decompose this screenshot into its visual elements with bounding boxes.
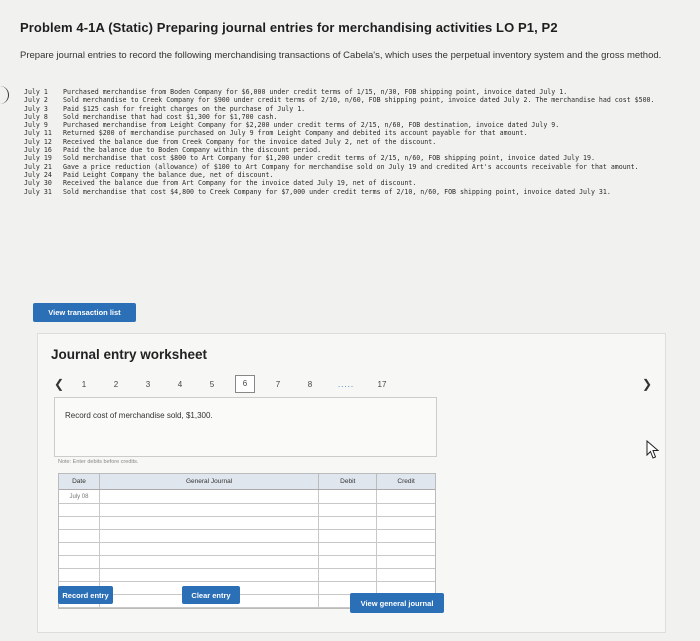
transaction-text: Gave a price reduction (allowance) of $100 to Art Company for merchandise sold on July 19 and credited Art's accounts receivable for that amount. bbox=[63, 162, 639, 171]
transaction-item bbox=[24, 163, 674, 171]
transaction-item bbox=[24, 88, 674, 96]
page-1[interactable]: 1 bbox=[81, 379, 87, 389]
col-general-journal: General Journal bbox=[100, 474, 319, 489]
transaction-text: Sold merchandise to Creek Company for $900 under credit terms of 2/10, n/60, FOB shipping point, invoice dated July 2. The merchandise had cost $500. bbox=[63, 96, 655, 105]
transaction-date: July 2 bbox=[24, 96, 48, 105]
chevron-left-icon[interactable]: ❮ bbox=[53, 377, 65, 391]
debit-cell[interactable] bbox=[319, 516, 377, 529]
transaction-date: July 16 bbox=[24, 146, 52, 155]
account-cell[interactable] bbox=[100, 568, 319, 581]
worksheet-title: Journal entry worksheet bbox=[51, 347, 208, 362]
page-7[interactable]: 7 bbox=[275, 379, 281, 389]
transaction-text: Purchased merchandise from Boden Company for $6,000 under credit terms of 1/15, n/30, FOB shipping point, invoice dated July 1. bbox=[63, 88, 568, 96]
entry-description-box bbox=[54, 397, 437, 457]
date-cell[interactable] bbox=[59, 555, 100, 568]
transaction-date: July 12 bbox=[24, 137, 52, 146]
clear-entry-button[interactable]: Clear entry bbox=[182, 586, 240, 604]
chevron-right-icon[interactable]: ❯ bbox=[641, 377, 653, 391]
transaction-date: July 19 bbox=[24, 154, 52, 163]
side-tab-handle[interactable] bbox=[0, 86, 9, 104]
transaction-text: Sold merchandise that cost $4,800 to Creek Company for $7,000 under credit terms of 2/10, n/60, FOB shipping point, invoice dated July 31. bbox=[63, 187, 611, 196]
journal-row bbox=[59, 529, 435, 543]
view-general-journal-button[interactable]: View general journal bbox=[350, 593, 444, 613]
credit-cell[interactable] bbox=[377, 568, 435, 581]
page-6-active[interactable]: 6 bbox=[235, 375, 255, 393]
transaction-item bbox=[24, 105, 674, 113]
debit-cell[interactable] bbox=[319, 555, 377, 568]
account-cell[interactable] bbox=[100, 490, 319, 503]
account-cell[interactable] bbox=[100, 516, 319, 529]
journal-table bbox=[58, 473, 436, 609]
transaction-item bbox=[24, 179, 674, 187]
journal-table-header bbox=[59, 474, 435, 490]
page-ellipsis: ..... bbox=[337, 379, 355, 389]
transaction-date: July 31 bbox=[24, 187, 52, 196]
transaction-date: July 11 bbox=[24, 129, 52, 138]
page-8[interactable]: 8 bbox=[307, 379, 313, 389]
transaction-date: July 8 bbox=[24, 112, 48, 121]
account-cell[interactable] bbox=[100, 555, 319, 568]
page-17[interactable]: 17 bbox=[377, 379, 387, 389]
credit-cell[interactable] bbox=[377, 529, 435, 542]
worksheet-pager bbox=[50, 375, 653, 393]
mouse-pointer-icon bbox=[646, 440, 660, 460]
transaction-item bbox=[24, 146, 674, 154]
credit-cell[interactable] bbox=[377, 555, 435, 568]
debit-cell[interactable] bbox=[319, 542, 377, 555]
transaction-item bbox=[24, 129, 674, 137]
problem-title: Problem 4-1A (Static) Preparing journal entries for merchandising activities LO P1, P2 bbox=[20, 20, 558, 35]
date-cell[interactable]: July 08 bbox=[59, 490, 100, 503]
date-cell[interactable] bbox=[59, 568, 100, 581]
transaction-text: Paid the balance due to Boden Company within the discount period. bbox=[63, 146, 322, 155]
credit-cell[interactable] bbox=[377, 542, 435, 555]
page-4[interactable]: 4 bbox=[177, 379, 183, 389]
transaction-text: Returned $200 of merchandise purchased on July 9 from Leight Company and debited its account payable for that amount. bbox=[63, 129, 528, 138]
col-debit: Debit bbox=[319, 474, 377, 489]
debit-cell[interactable] bbox=[319, 503, 377, 516]
date-cell[interactable] bbox=[59, 542, 100, 555]
transaction-date: July 24 bbox=[24, 170, 52, 179]
journal-row bbox=[59, 503, 435, 517]
page-3[interactable]: 3 bbox=[145, 379, 151, 389]
transaction-text: Received the balance due from Creek Company for the invoice dated July 2, net of the discount. bbox=[63, 137, 437, 146]
journal-row bbox=[59, 568, 435, 582]
date-cell[interactable] bbox=[59, 516, 100, 529]
journal-row bbox=[59, 542, 435, 556]
journal-row bbox=[59, 555, 435, 569]
entry-description: Record cost of merchandise sold, $1,300. bbox=[65, 411, 213, 420]
transaction-text: Sold merchandise that cost $800 to Art Company for $1,200 under credit terms of 2/15, n/60, FOB shipping point, invoice dated July 19. bbox=[63, 154, 595, 163]
credit-cell[interactable] bbox=[377, 490, 435, 503]
account-cell[interactable] bbox=[100, 503, 319, 516]
transaction-text: Received the balance due from Art Company for the invoice dated July 19, net of discount. bbox=[63, 179, 417, 188]
journal-row bbox=[59, 516, 435, 530]
journal-row bbox=[59, 490, 435, 504]
transaction-item bbox=[24, 188, 674, 196]
transaction-item bbox=[24, 121, 674, 129]
transaction-item bbox=[24, 171, 674, 179]
account-cell[interactable] bbox=[100, 542, 319, 555]
page-2[interactable]: 2 bbox=[113, 379, 119, 389]
debit-cell[interactable] bbox=[319, 568, 377, 581]
date-cell[interactable] bbox=[59, 529, 100, 542]
transaction-item bbox=[24, 96, 674, 104]
debit-cell[interactable] bbox=[319, 490, 377, 503]
instructions-text: Prepare journal entries to record the following merchandising transactions of Cabela's, which uses the perpetual inventory system and the gross method. bbox=[20, 50, 662, 61]
transaction-item bbox=[24, 113, 674, 121]
transaction-text: Paid $125 cash for freight charges on the purchase of July 1. bbox=[63, 104, 306, 113]
transaction-date: July 30 bbox=[24, 179, 52, 188]
debit-cell[interactable] bbox=[319, 529, 377, 542]
account-cell[interactable] bbox=[100, 529, 319, 542]
col-credit: Credit bbox=[397, 478, 415, 485]
transaction-date: July 21 bbox=[24, 162, 52, 171]
entry-note: Note: Enter debits before credits. bbox=[58, 459, 139, 465]
transaction-text: Paid Leight Company the balance due, net of discount. bbox=[63, 170, 274, 179]
page-5[interactable]: 5 bbox=[209, 379, 215, 389]
credit-cell[interactable] bbox=[377, 503, 435, 516]
transaction-date: July 9 bbox=[24, 121, 48, 130]
credit-cell[interactable] bbox=[377, 516, 435, 529]
col-date: Date bbox=[59, 474, 100, 489]
transaction-text: Purchased merchandise from Leight Company for $2,200 under credit terms of 2/15, n/60, FOB destination, invoice dated July 9. bbox=[63, 121, 560, 130]
date-cell[interactable] bbox=[59, 503, 100, 516]
transaction-list bbox=[24, 88, 674, 196]
transaction-date: July 1 bbox=[24, 88, 48, 96]
view-transaction-list-button[interactable]: View transaction list bbox=[33, 303, 136, 322]
transaction-text: Sold merchandise that had cost $1,300 for $1,700 cash. bbox=[63, 112, 278, 121]
journal-entry-worksheet bbox=[37, 333, 666, 633]
transaction-date: July 3 bbox=[24, 104, 48, 113]
record-entry-button[interactable]: Record entry bbox=[58, 586, 113, 604]
transaction-item bbox=[24, 138, 674, 146]
transaction-item bbox=[24, 154, 674, 162]
